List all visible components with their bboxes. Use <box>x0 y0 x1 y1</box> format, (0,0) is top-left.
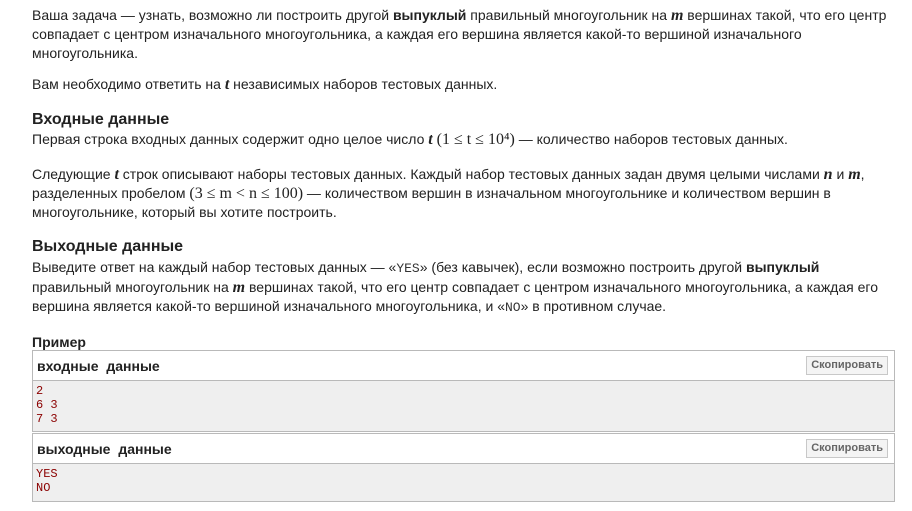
copy-input-button[interactable]: Скопировать <box>806 356 888 375</box>
output-line: NO <box>36 481 51 495</box>
output-section-title: Выходные данные <box>32 238 184 255</box>
example-title: Пример <box>32 334 86 350</box>
input-section-title: Входные данные <box>32 111 170 128</box>
copy-output-button[interactable]: Скопировать <box>806 439 888 458</box>
example-output-block <box>32 433 895 502</box>
example-output-label: выходные данные <box>37 440 172 457</box>
input-line: 6 3 <box>36 398 58 412</box>
example-output-content <box>33 464 894 501</box>
input-paragraph-1: Первая строка входных данных содержит одно целое число t (1 ≤ t ≤ 10⁴) — количество наборов тестовых данных. <box>32 131 788 148</box>
output-paragraph: Выведите ответ на каждый набор тестовых данных — «YES» (без кавычек), если возможно построить другой выпуклый правильный многоугольник на m вершинах такой, что его центр совпадает с центром изначального многоугольника, а каждая его вершина является какой-то вершиной изначального многоугольника, и «NO» в противном случае. <box>32 259 878 315</box>
input-paragraph-2: Следующие t строк описывают наборы тестовых данных. Каждый набор тестовых данных задан двумя целыми числами n и m, разделенных пробелом (3 ≤ m < n ≤ 100) — количеством вершин в изначальном многоугольнике и количеством вершин в многоугольнике, который вы хотите построить. <box>32 166 865 220</box>
example-input-header <box>33 351 894 381</box>
output-line: YES <box>36 467 58 481</box>
example-input-content <box>33 381 894 431</box>
intro-paragraph-1: Ваша задача — узнать, возможно ли построить другой выпуклый правильный многоугольник на m вершинах такой, что его центр совпадает с центром изначального многоугольника, а каждая его вершина является какой-то вершиной изначального многоугольника. <box>32 7 887 61</box>
intro-paragraph-2: Вам необходимо ответить на t независимых наборов тестовых данных. <box>32 76 498 93</box>
input-line: 7 3 <box>36 412 58 426</box>
example-input-block <box>32 350 895 432</box>
example-input-label: входные данные <box>37 357 160 374</box>
input-line: 2 <box>36 384 44 398</box>
example-output-header <box>33 434 894 464</box>
